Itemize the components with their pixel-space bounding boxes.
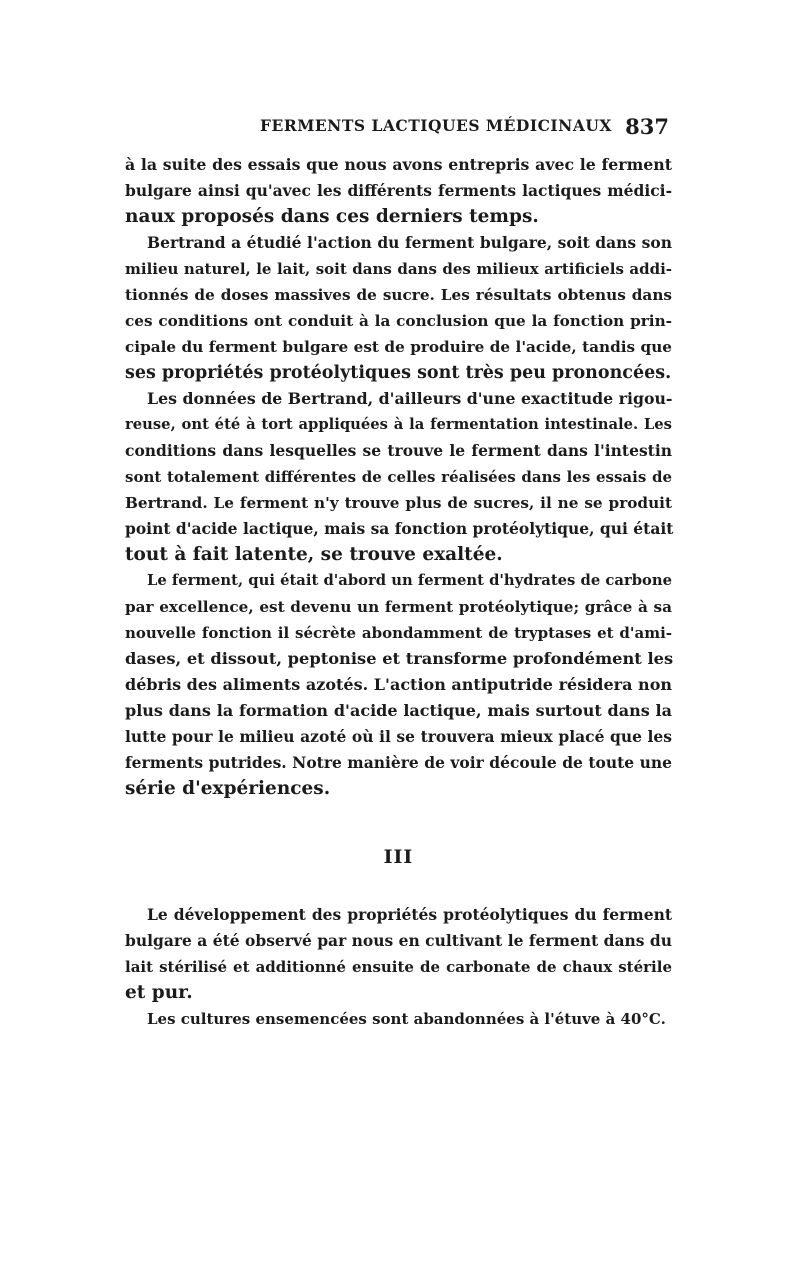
text-line: bulgare a été observé par nous en cultivant le ferment dans du (125, 931, 673, 950)
text-line: bulgare ainsi qu'avec les différents ferments lactiques médici- (125, 181, 672, 200)
text-line: conditions dans lesquelles se trouve le ferment dans l'intestin (125, 441, 672, 460)
text-line: dases, et dissout, peptonise et transforme profondément les (125, 649, 674, 668)
text-line: débris des aliments azotés. L'action antiputride résidera non (125, 675, 672, 694)
text-line: Bertrand a étudié l'action du ferment bulgare, soit dans son (147, 233, 672, 252)
text-line: sont totalement différentes de celles réalisées dans les essais de (125, 468, 672, 486)
text-line: tionnés de doses massives de sucre. Les résultats obtenus dans (125, 286, 672, 304)
text-line: ferments putrides. Notre manière de voir découle de toute une (125, 753, 672, 772)
text-line: tout à fait latente, se trouve exaltée. (125, 544, 503, 565)
text-line: cipale du ferment bulgare est de produire de l'acide, tandis que (125, 338, 672, 356)
text-line: milieu naturel, le lait, soit dans dans des milieux artificiels addi- (125, 260, 672, 278)
text-line: Le développement des propriétés protéolytiques du ferment (147, 905, 672, 924)
text-line: à la suite des essais que nous avons entrepris avec le ferment (125, 155, 672, 174)
section-number: III (383, 846, 414, 868)
text-line: ses propriétés protéolytiques sont très peu prononcées. (125, 363, 672, 383)
text-line: Le ferment, qui était d'abord un ferment d'hydrates de carbone (147, 572, 672, 589)
running-title: FERMENTS LACTIQUES MÉDICINAUX (260, 116, 612, 135)
text-line: série d'expériences. (125, 778, 331, 799)
page-number: 837 (625, 114, 669, 139)
text-line: Les cultures ensemencées sont abandonnées à l'étuve à 40°C. (147, 1010, 666, 1028)
text-line: Bertrand. Le ferment n'y trouve plus de sucres, il ne se produit (125, 494, 672, 512)
text-line: point d'acide lactique, mais sa fonction protéolytique, qui était (125, 519, 674, 538)
text-line: naux proposés dans ces derniers temps. (125, 206, 539, 227)
text-line: et pur. (125, 982, 193, 1003)
text-line: Les données de Bertrand, d'ailleurs d'une exactitude rigou- (147, 389, 673, 408)
text-line: lutte pour le milieu azoté où il se trouvera mieux placé que les (125, 727, 672, 746)
running-head (125, 114, 672, 144)
text-line: lait stérilisé et additionné ensuite de carbonate de chaux stérile (125, 958, 672, 976)
text-line: nouvelle fonction il sécrète abondamment de tryptases et d'ami- (125, 624, 672, 642)
text-line: ces conditions ont conduit à la conclusion que la fonction prin- (125, 312, 672, 330)
text-line: par excellence, est devenu un ferment protéolytique; grâce à sa (125, 598, 672, 616)
text-line: plus dans la formation d'acide lactique, mais surtout dans la (125, 701, 672, 720)
text-line: reuse, ont été à tort appliquées à la fermentation intestinale. Les (125, 416, 672, 433)
